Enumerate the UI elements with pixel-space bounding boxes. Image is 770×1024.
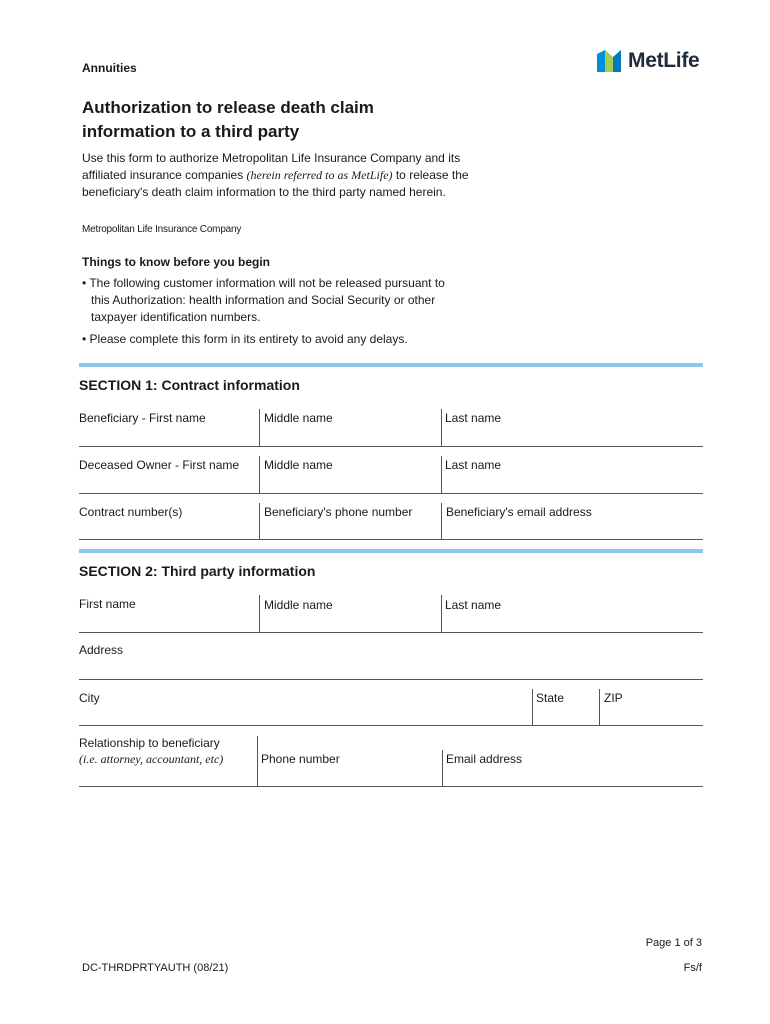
intro-text-2: to release the beneficiary's death claim information to the third party named herein. — [82, 168, 469, 199]
page-title: Authorization to release death claim information to a third party — [82, 98, 374, 141]
field-underline — [79, 446, 703, 447]
owner-middle-name-label: Middle name — [264, 458, 333, 472]
field-underline — [79, 632, 703, 633]
field-underline — [79, 725, 703, 726]
relationship-hint-text: (i.e. attorney, accountant, etc) — [79, 752, 224, 766]
third-party-phone-label: Phone number — [261, 752, 340, 766]
owner-last-name-label: Last name — [445, 458, 502, 472]
third-party-last-name-label: Last name — [445, 598, 502, 612]
divider — [532, 689, 533, 726]
beneficiary-phone-label: Beneficiary's phone number — [264, 505, 413, 519]
bullet-1 — [82, 275, 482, 326]
third-party-middle-name-label: Middle name — [264, 598, 333, 612]
logo-wordmark: MetLife — [628, 49, 700, 72]
metlife-logo — [596, 48, 699, 74]
footer-code: Fs/f — [683, 962, 702, 974]
divider — [441, 595, 442, 633]
field-underline — [79, 679, 703, 680]
things-heading: Things to know before you begin — [82, 255, 270, 269]
divider — [442, 750, 443, 787]
relationship-hint — [79, 752, 223, 767]
page-number: Page 1 of 3 — [645, 937, 702, 949]
intro-paragraph — [82, 150, 482, 201]
bullet-2: • Please complete this form in its entirety to avoid any delays. — [82, 332, 408, 346]
divider — [259, 409, 260, 446]
field-underline — [79, 493, 703, 494]
bullet-1-line-3: taxpayer identification numbers. — [91, 310, 261, 324]
beneficiary-middle-name-label: Middle name — [264, 411, 333, 425]
section-1-heading: SECTION 1: Contract information — [79, 377, 300, 393]
zip-label: ZIP — [604, 691, 623, 705]
beneficiary-email-label: Beneficiary's email address — [446, 505, 592, 519]
bullet-1-line-2: this Authorization: health information and Social Security or other — [91, 293, 436, 307]
divider — [257, 736, 258, 787]
beneficiary-first-name-label: Beneficiary - First name — [79, 411, 206, 425]
company-name: Metropolitan Life Insurance Company — [82, 224, 242, 235]
document-category: Annuities — [82, 61, 137, 75]
divider — [599, 689, 600, 726]
owner-first-name-label: Deceased Owner - First name — [79, 458, 240, 472]
divider — [441, 456, 442, 493]
field-underline — [79, 539, 703, 540]
city-label: City — [79, 691, 100, 705]
bullet-1-line-1: • The following customer information will not be released pursuant to — [82, 276, 445, 290]
divider — [441, 503, 442, 540]
third-party-first-name-label: First name — [79, 597, 136, 611]
divider — [259, 503, 260, 540]
state-label: State — [536, 691, 565, 705]
divider — [259, 456, 260, 493]
section-2-bar — [79, 549, 703, 553]
field-underline — [79, 786, 703, 787]
third-party-email-label: Email address — [446, 752, 523, 766]
metlife-logo-icon — [596, 48, 622, 74]
divider — [441, 409, 442, 446]
form-code: DC-THRDPRTYAUTH (08/21) — [82, 962, 229, 974]
address-label: Address — [79, 643, 124, 657]
section-2-heading: SECTION 2: Third party information — [79, 563, 316, 579]
beneficiary-last-name-label: Last name — [445, 411, 502, 425]
contract-numbers-label: Contract number(s) — [79, 505, 183, 519]
intro-text-1: Use this form to authorize Metropolitan Life Insurance Company and its affiliated insurance companies — [82, 151, 461, 182]
divider — [259, 595, 260, 633]
section-1-bar — [79, 363, 703, 367]
intro-italic: (herein referred to as MetLife) — [246, 168, 393, 182]
relationship-label: Relationship to beneficiary — [79, 736, 220, 750]
